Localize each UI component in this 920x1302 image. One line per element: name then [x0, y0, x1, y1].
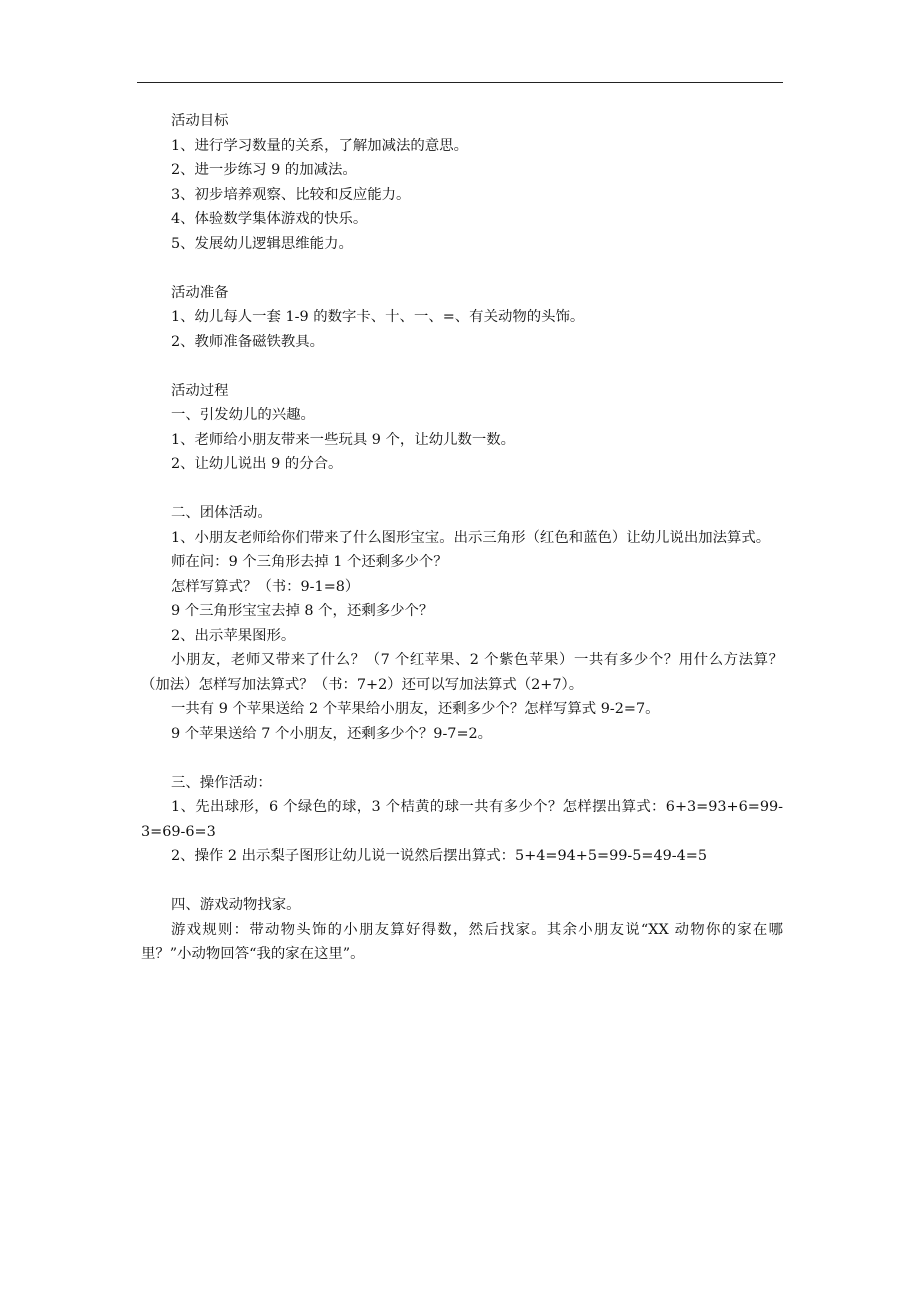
part4-paragraph-1: 游戏规则：带动物头饰的小朋友算好得数，然后找家。其余小朋友说“XX 动物你的家在哪里？”小动物回答“我的家在这里”。	[141, 921, 783, 962]
spacer	[141, 746, 783, 771]
spacer	[141, 477, 783, 502]
spacer	[141, 869, 783, 894]
goal-item-2: 2、进一步练习 9 的加减法。	[171, 162, 357, 178]
process-heading: 活动过程	[171, 382, 229, 399]
part2-paragraph-2: 小朋友，老师又带来了什么？（7 个红苹果、2 个紫色苹果）一共有多少个？用什么方法算？（加法）怎样写加法算式？（书：7+2）还可以写加法算式（2+7）。	[141, 652, 783, 693]
part2-paragraph-3: 一共有 9 个苹果送给 2 个苹果给小朋友，还剩多少个？怎样写算式 9-2=7。	[171, 701, 660, 717]
part2-item-2: 2、出示苹果图形。	[171, 627, 296, 644]
part4-title: 四、游戏动物找家。	[171, 897, 301, 913]
part2-title: 二、团体活动。	[171, 505, 272, 521]
goals-heading: 活动目标	[171, 113, 229, 129]
part2-paragraph-4: 9 个苹果送给 7 个小朋友，还剩多少个？9-7=2。	[171, 725, 493, 742]
prep-item-1: 1、幼儿每人一套 1-9 的数字卡、十、一、=、有关动物的头饰。	[171, 309, 585, 325]
goal-item-1: 1、进行学习数量的关系，了解加减法的意思。	[171, 137, 468, 154]
header-rule	[137, 82, 783, 83]
part1-item-1: 1、老师给小朋友带来一些玩具 9 个，让幼儿数一数。	[171, 431, 516, 448]
part3-paragraph-1: 1、先出球形，6 个绿色的球，3 个桔黄的球一共有多少个？怎样摆出算式：6+3=93+6=99-3=69-6=3	[141, 799, 783, 840]
part2-question-1: 师在问：9 个三角形去掉 1 个还剩多少个？	[171, 554, 448, 570]
prep-item-2: 2、教师准备磁铁教具。	[171, 333, 325, 350]
prep-heading: 活动准备	[171, 284, 229, 301]
spacer	[141, 354, 783, 379]
goal-item-4: 4、体验数学集体游戏的快乐。	[171, 211, 368, 227]
part1-title: 一、引发幼儿的兴趣。	[171, 407, 315, 423]
part2-question-2: 怎样写算式？（书：9-1=8）	[171, 578, 360, 595]
part2-paragraph-1: 1、小朋友老师给你们带来了什么图形宝宝。出示三角形（红色和蓝色）让幼儿说出加法算式。	[171, 529, 771, 546]
goal-item-3: 3、初步培养观察、比较和反应能力。	[171, 186, 411, 203]
goal-item-5: 5、发展幼儿逻辑思维能力。	[171, 235, 353, 252]
part1-item-2: 2、让幼儿说出 9 的分合。	[171, 456, 343, 472]
spacer	[141, 256, 783, 281]
document-body	[141, 109, 783, 967]
part3-title: 三、操作活动：	[171, 774, 272, 791]
part2-question-3: 9 个三角形宝宝去掉 8 个，还剩多少个？	[171, 603, 434, 619]
part3-paragraph-2: 2、操作 2 出示梨子图形让幼儿说一说然后摆出算式：5+4=94+5=99-5=49-4=5	[171, 848, 707, 864]
